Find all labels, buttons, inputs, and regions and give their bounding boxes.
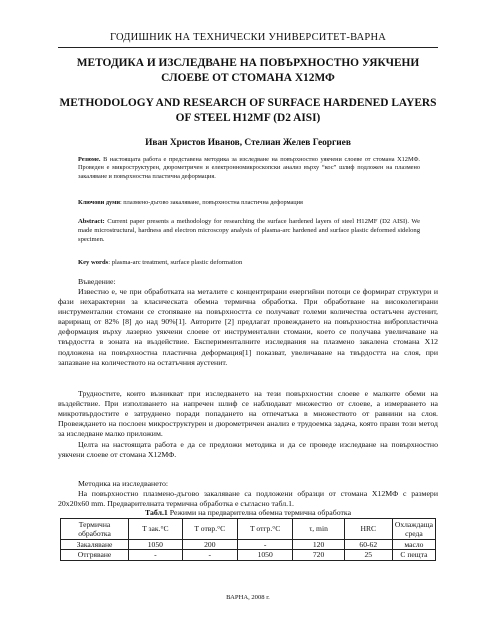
table-cell: 720 xyxy=(293,550,344,560)
keywords-english xyxy=(78,259,420,267)
keywords-en-label: Key words xyxy=(78,259,109,266)
table-row xyxy=(61,540,436,550)
table-cell: 1050 xyxy=(129,540,182,550)
abstract-english xyxy=(78,218,420,244)
table-cell: 120 xyxy=(293,540,344,550)
keywords-bulgarian xyxy=(78,199,420,207)
method-paragraph-1: На повърхностно плазмено-дъгово закаляване са подложени образци от стомана Х12МФ с размери 20х20х60 mm. Предварителната термична обработка е съгласно табл.1. xyxy=(58,489,438,509)
table-caption-text: Режими на предварителна обемна термична обработка xyxy=(167,508,352,517)
header-rule xyxy=(58,47,438,48)
table-caption xyxy=(58,508,438,517)
running-header: ГОДИШНИК НА ТЕХНИЧЕСКИ УНИВЕРСИТЕТ-ВАРНА xyxy=(109,32,387,43)
table-cell: - xyxy=(182,550,237,560)
title-bulgarian: МЕТОДИКА И ИЗСЛЕДВАНЕ НА ПОВЪРХНОСТНО УЯКЧЕНИ СЛОЕВЕ ОТ СТОМАНА Х12МФ xyxy=(76,57,420,84)
table-cell: 200 xyxy=(182,540,237,550)
intro-paragraph-1: Известно е, че при обработката на металите с концентрирани енергийни потоци се формират структури и фази нехарактерни за класическата обемна термична обработка. При обработване на високолегирани инструментални стомани се стопяване на повърхността се получават големи количества остатъчен аустенит, варириащ от 82% [8] до над 90%[1]. Авторите [2] предлагат провеждането на повърхностна вибропластична деформация върху лазерно уякчени слоеве от инструментални стомани, което се получава увеличаване на твърдостта в зоната на въздействие. Експерименталните изследвания на плазмено закалена стомана Х12 подложена на повърхностна пластична деформация[1] показват, увеличаване на твърдостта на слоя, при запазване на количеството на остатъчния аустенит. xyxy=(58,287,438,367)
table-header-cell: τ, min xyxy=(293,519,344,540)
intro-paragraph-3: Целта на настоящата работа е да се предложи методика и да се проведе изследване на повърхностно уякчени слоеве от стомана Х12МФ. xyxy=(58,440,438,460)
table-header-cell: Термична обработка xyxy=(61,519,129,540)
table-header-row xyxy=(61,519,436,540)
abstract-en-label: Abstract: xyxy=(78,218,105,225)
authors: Иван Христов Иванов, Стелиан Желев Георгиев xyxy=(145,138,351,148)
abstract-bulgarian xyxy=(78,156,420,181)
keywords-en-text: : plasma-arc treatment, surface plastic deformation xyxy=(108,259,243,266)
table-header-cell: HRC xyxy=(344,519,392,540)
abstract-bg-text: В настоящата работа е представена методика за изследване на повърхностно уякчени слоеве от стомана Х12МФ. Проведен е микроструктурен, дюрометричен и електронномикроскопски анализ върху “кос” шлиф подложен на плазмено закаляване и повърхностна пластична деформация. xyxy=(78,156,421,180)
table-caption-label: Табл.1 xyxy=(144,508,168,517)
keywords-bg-text: : плазмено-дъгово закаляване, повърхностна пластична деформация xyxy=(119,199,303,206)
table-row xyxy=(61,550,436,560)
table-cell: 1050 xyxy=(238,550,293,560)
table-cell: - xyxy=(129,550,182,560)
heat-treatment-table xyxy=(60,518,436,561)
table-header-cell: T зак.°C xyxy=(129,519,182,540)
table-cell: С пещта xyxy=(392,550,435,560)
abstract-en-text: Current paper presents a methodology for researching the surface hardened layers of steel H12MF (D2 AISI). We made microstructural, hardness and electron microscopy analysis of plasma-arc hardened and surface plastic deformed sidelong specimen. xyxy=(78,218,420,243)
table-cell: 25 xyxy=(344,550,392,560)
table-cell: 60-62 xyxy=(344,540,392,550)
intro-paragraph-2: Трудностите, които възникват при изследването на тези повърхностни слоеве е малките обеми на въздействие. При използването на напречен шлиф се наблюдават множество от слоеве, а измерването на микротвърдостите е затруднено поради попадането на отпечатъка в множеството от равнини на слоя. Провеждането на послоен микроструктурен и дюрометричен анализ е трудоемка задача, която прави този метод за изследване малко приложим. xyxy=(58,389,438,439)
table-cell: Закаляване xyxy=(61,540,129,550)
method-heading: Методика на изследването: xyxy=(78,479,169,488)
table-header-cell: T отгр.°C xyxy=(238,519,293,540)
table-header-cell: Охлаждаща среда xyxy=(392,519,435,540)
intro-heading: Въведение: xyxy=(78,277,116,286)
page-footer: ВАРНА, 2008 г. xyxy=(226,594,270,601)
title-english: METHODOLOGY AND RESEARCH OF SURFACE HARDENED LAYERS OF STEEL H12MF (D2 AISI) xyxy=(59,97,437,124)
table-header-cell: T отвр.°C xyxy=(182,519,237,540)
table-cell: масло xyxy=(392,540,435,550)
table-cell: - xyxy=(238,540,293,550)
abstract-bg-label: Резюме. xyxy=(78,156,101,163)
keywords-bg-label: Ключови думи xyxy=(78,199,120,206)
table-cell: Отгряване xyxy=(61,550,129,560)
